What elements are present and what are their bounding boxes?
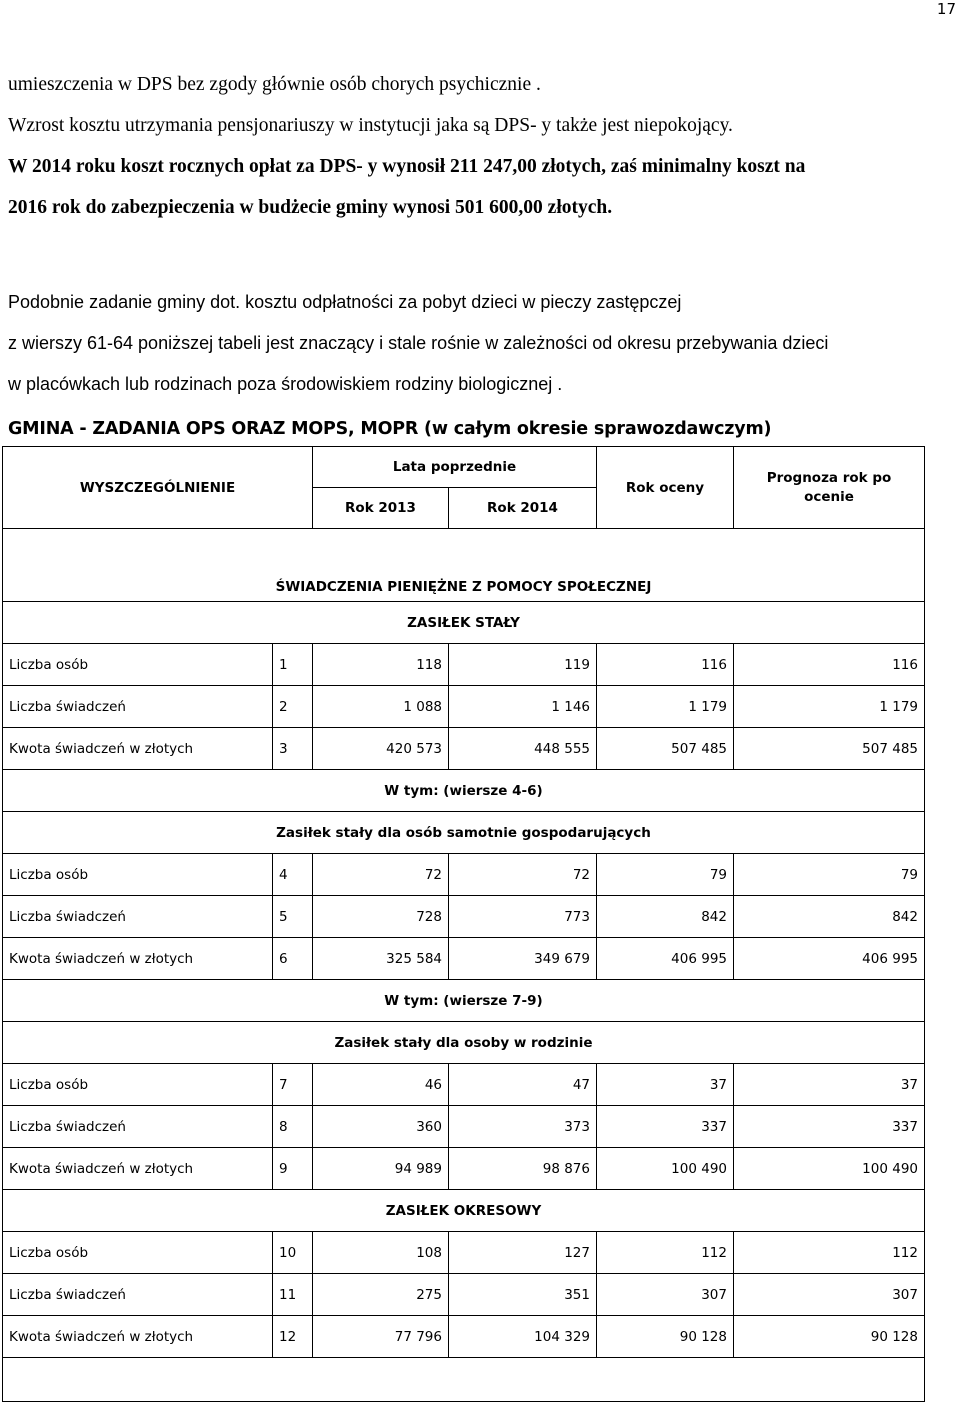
row-number: 7 xyxy=(273,1064,313,1106)
table-row xyxy=(3,1316,925,1358)
value-prognoza: 337 xyxy=(734,1106,925,1148)
value-rok-oceny: 507 485 xyxy=(597,728,734,770)
row-label: Liczba świadczeń xyxy=(3,1106,273,1148)
value-rok-oceny: 1 179 xyxy=(597,686,734,728)
row-number: 11 xyxy=(273,1274,313,1316)
value-2014: 351 xyxy=(449,1274,597,1316)
value-prognoza: 112 xyxy=(734,1232,925,1274)
value-prognoza: 1 179 xyxy=(734,686,925,728)
value-prognoza: 307 xyxy=(734,1274,925,1316)
table-row xyxy=(3,896,925,938)
value-rok-oceny: 79 xyxy=(597,854,734,896)
value-prognoza: 37 xyxy=(734,1064,925,1106)
row-number: 2 xyxy=(273,686,313,728)
band-swiadczenia: ŚWIADCZENIA PIENIĘŻNE Z POMOCY SPOŁECZNEJ xyxy=(3,529,925,602)
table-row xyxy=(3,1064,925,1106)
value-2014: 72 xyxy=(449,854,597,896)
intro-line: Wzrost kosztu utrzymania pensjonariuszy w instytucji jaka są DPS- y także jest niepokojący. xyxy=(8,115,733,136)
intro-line: 2016 rok do zabezpieczenia w budżecie gminy wynosi 501 600,00 złotych. xyxy=(8,197,613,218)
value-rok-oceny: 116 xyxy=(597,644,734,686)
value-2014: 1 146 xyxy=(449,686,597,728)
row-number: 3 xyxy=(273,728,313,770)
value-2014: 448 555 xyxy=(449,728,597,770)
value-2014: 47 xyxy=(449,1064,597,1106)
row-number: 9 xyxy=(273,1148,313,1190)
row-number: 6 xyxy=(273,938,313,980)
row-label: Liczba osób xyxy=(3,854,273,896)
row-number: 4 xyxy=(273,854,313,896)
header-rok-oceny: Rok oceny xyxy=(597,447,734,529)
row-number: 8 xyxy=(273,1106,313,1148)
value-rok-oceny: 337 xyxy=(597,1106,734,1148)
value-prognoza: 79 xyxy=(734,854,925,896)
band-w-tym-7-9: W tym: (wiersze 7-9) xyxy=(3,980,925,1022)
value-2014: 104 329 xyxy=(449,1316,597,1358)
second-line: z wierszy 61-64 poniższej tabeli jest znaczący i stale rośnie w zależności od okresu przebywania dzieci xyxy=(8,333,829,353)
band-w-rodzinie: Zasiłek stały dla osoby w rodzinie xyxy=(3,1022,925,1064)
table-row xyxy=(3,686,925,728)
header-wyszczegolnienie: WYSZCZEGÓLNIENIE xyxy=(3,447,313,529)
header-rok-2013: Rok 2013 xyxy=(313,488,449,529)
row-label: Kwota świadczeń w złotych xyxy=(3,1148,273,1190)
table-row xyxy=(3,1148,925,1190)
band-w-tym-4-6: W tym: (wiersze 4-6) xyxy=(3,770,925,812)
band-samotnie: Zasiłek stały dla osób samotnie gospodarujących xyxy=(3,812,925,854)
value-rok-oceny: 406 995 xyxy=(597,938,734,980)
value-prognoza: 507 485 xyxy=(734,728,925,770)
value-prognoza: 406 995 xyxy=(734,938,925,980)
statistics-table xyxy=(2,446,925,1402)
row-label: Liczba świadczeń xyxy=(3,686,273,728)
table-row xyxy=(3,644,925,686)
row-number: 10 xyxy=(273,1232,313,1274)
value-rok-oceny: 100 490 xyxy=(597,1148,734,1190)
value-prognoza: 100 490 xyxy=(734,1148,925,1190)
second-paragraph xyxy=(8,282,952,405)
row-label: Liczba osób xyxy=(3,1064,273,1106)
row-number: 12 xyxy=(273,1316,313,1358)
value-rok-oceny: 307 xyxy=(597,1274,734,1316)
value-2013: 108 xyxy=(313,1232,449,1274)
value-rok-oceny: 842 xyxy=(597,896,734,938)
row-number: 5 xyxy=(273,896,313,938)
row-label: Kwota świadczeń w złotych xyxy=(3,938,273,980)
intro-paragraph xyxy=(8,64,952,228)
section-title: GMINA - ZADANIA OPS ORAZ MOPS, MOPR (w całym okresie sprawozdawczym) xyxy=(8,419,772,439)
header-lata-poprzednie: Lata poprzednie xyxy=(313,447,597,488)
table-row xyxy=(3,728,925,770)
row-label: Liczba osób xyxy=(3,1232,273,1274)
value-prognoza: 842 xyxy=(734,896,925,938)
header-prognoza: Prognoza rok po ocenie xyxy=(734,447,925,529)
value-rok-oceny: 37 xyxy=(597,1064,734,1106)
second-line: Podobnie zadanie gminy dot. kosztu odpłatności za pobyt dzieci w pieczy zastępczej xyxy=(8,292,682,312)
row-number: 1 xyxy=(273,644,313,686)
row-label: Liczba osób xyxy=(3,644,273,686)
value-2014: 373 xyxy=(449,1106,597,1148)
second-line: w placówkach lub rodzinach poza środowiskiem rodziny biologicznej . xyxy=(8,374,563,394)
page-number: 17 xyxy=(936,0,956,18)
intro-line: W 2014 roku koszt rocznych opłat za DPS- y wynosił 211 247,00 złotych, zaś minimalny koszt na xyxy=(8,156,806,177)
band-zasilek-okresowy: ZASIŁEK OKRESOWY xyxy=(3,1190,925,1232)
value-2014: 98 876 xyxy=(449,1148,597,1190)
table-row xyxy=(3,1232,925,1274)
value-2013: 728 xyxy=(313,896,449,938)
value-2014: 773 xyxy=(449,896,597,938)
table-row xyxy=(3,1274,925,1316)
band-zasilek-staly: ZASIŁEK STAŁY xyxy=(3,602,925,644)
value-2014: 119 xyxy=(449,644,597,686)
value-rok-oceny: 90 128 xyxy=(597,1316,734,1358)
table-row xyxy=(3,854,925,896)
row-label: Kwota świadczeń w złotych xyxy=(3,1316,273,1358)
value-2013: 77 796 xyxy=(313,1316,449,1358)
intro-line: umieszczenia w DPS bez zgody głównie osób chorych psychicznie . xyxy=(8,74,541,95)
value-2013: 46 xyxy=(313,1064,449,1106)
row-label: Kwota świadczeń w złotych xyxy=(3,728,273,770)
value-2014: 349 679 xyxy=(449,938,597,980)
value-2013: 1 088 xyxy=(313,686,449,728)
value-2014: 127 xyxy=(449,1232,597,1274)
header-rok-2014: Rok 2014 xyxy=(449,488,597,529)
table-row xyxy=(3,1106,925,1148)
row-label: Liczba świadczeń xyxy=(3,1274,273,1316)
value-2013: 360 xyxy=(313,1106,449,1148)
value-2013: 325 584 xyxy=(313,938,449,980)
value-prognoza: 116 xyxy=(734,644,925,686)
row-label: Liczba świadczeń xyxy=(3,896,273,938)
value-2013: 275 xyxy=(313,1274,449,1316)
value-prognoza: 90 128 xyxy=(734,1316,925,1358)
value-2013: 94 989 xyxy=(313,1148,449,1190)
value-2013: 72 xyxy=(313,854,449,896)
table-row xyxy=(3,938,925,980)
value-2013: 118 xyxy=(313,644,449,686)
value-2013: 420 573 xyxy=(313,728,449,770)
value-rok-oceny: 112 xyxy=(597,1232,734,1274)
